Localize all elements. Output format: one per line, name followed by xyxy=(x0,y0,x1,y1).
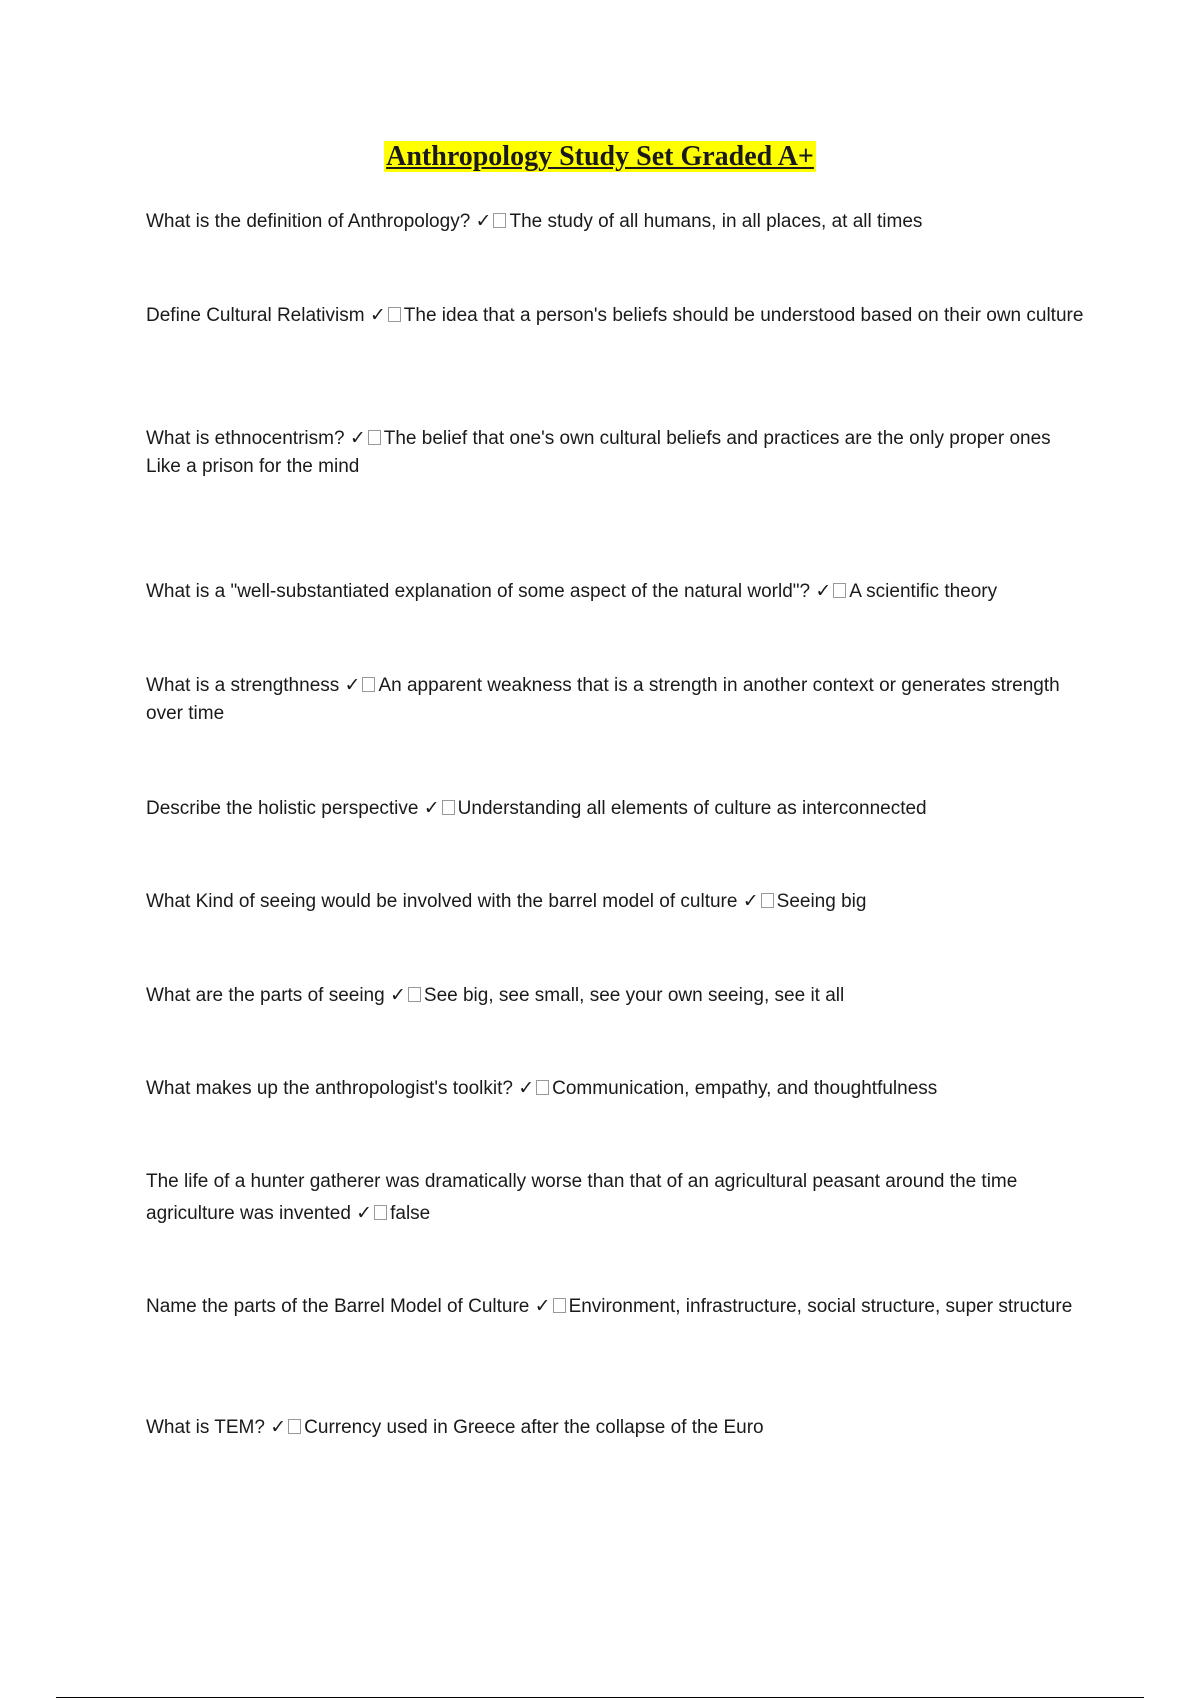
check-icon: ✓ xyxy=(369,305,386,326)
box-icon xyxy=(362,677,375,692)
box-icon xyxy=(374,1205,387,1220)
page-title-text: Anthropology Study Set Graded A+ xyxy=(386,141,814,172)
question: What makes up the anthropologist's toolkit? xyxy=(146,1078,513,1099)
qa-item-7 xyxy=(146,888,1086,916)
qa-item-3 xyxy=(146,425,1086,481)
check-icon: ✓ xyxy=(815,581,832,602)
question: What is ethnocentrism? xyxy=(146,428,345,449)
check-icon: ✓ xyxy=(423,798,440,819)
check-icon: ✓ xyxy=(534,1296,551,1317)
check-icon: ✓ xyxy=(742,891,759,912)
answer: Communication, empathy, and thoughtfulness xyxy=(552,1078,938,1099)
qa-item-10 xyxy=(146,1166,1086,1230)
answer-extra: Like a prison for the mind xyxy=(146,456,360,477)
answer: The study of all humans, in all places, at all times xyxy=(509,211,923,232)
qa-item-11 xyxy=(146,1293,1086,1321)
qa-item-5 xyxy=(146,672,1086,728)
box-icon xyxy=(553,1298,566,1313)
qa-item-9 xyxy=(146,1075,1086,1103)
qa-item-12 xyxy=(146,1414,1086,1442)
answer: See big, see small, see your own seeing, see it all xyxy=(423,985,845,1006)
question: Define Cultural Relativism xyxy=(146,305,365,326)
box-icon xyxy=(442,800,455,815)
answer: An apparent weakness that is a strength in another context or generates strength over time xyxy=(146,675,1060,724)
question: Describe the holistic perspective xyxy=(146,798,419,819)
check-icon: ✓ xyxy=(344,675,361,696)
box-icon xyxy=(833,583,846,598)
answer: Environment, infrastructure, social structure, super structure xyxy=(568,1296,1073,1317)
check-icon: ✓ xyxy=(349,428,366,449)
check-icon: ✓ xyxy=(475,211,492,232)
box-icon xyxy=(493,213,506,228)
answer: Seeing big xyxy=(776,891,867,912)
answer: The idea that a person's beliefs should be understood based on their own culture xyxy=(403,305,1084,326)
box-icon xyxy=(388,307,401,322)
check-icon: ✓ xyxy=(389,985,406,1006)
qa-item-1 xyxy=(146,208,1086,236)
qa-item-8 xyxy=(146,982,1086,1010)
check-icon: ✓ xyxy=(356,1203,373,1224)
box-icon xyxy=(536,1080,549,1095)
box-icon xyxy=(408,987,421,1002)
page-title xyxy=(0,140,1200,174)
question: What is the definition of Anthropology? xyxy=(146,211,471,232)
box-icon xyxy=(368,430,381,445)
footer-divider xyxy=(56,1697,1144,1698)
question: What is a strengthness xyxy=(146,675,340,696)
qa-item-2 xyxy=(146,302,1086,330)
qa-item-6 xyxy=(146,795,1086,823)
box-icon xyxy=(288,1419,301,1434)
question: What is TEM? xyxy=(146,1417,265,1438)
box-icon xyxy=(761,893,774,908)
check-icon: ✓ xyxy=(518,1078,535,1099)
answer: The belief that one's own cultural beliefs and practices are the only proper ones xyxy=(383,428,1051,449)
answer: Understanding all elements of culture as interconnected xyxy=(457,798,927,819)
question: The life of a hunter gatherer was dramatically worse than that of an agricultural peasant around the time agriculture was invented xyxy=(146,1171,1018,1224)
question: What are the parts of seeing xyxy=(146,985,385,1006)
answer: Currency used in Greece after the collapse of the Euro xyxy=(304,1417,764,1438)
question: Name the parts of the Barrel Model of Culture xyxy=(146,1296,530,1317)
question: What is a "well-substantiated explanation of some aspect of the natural world"? xyxy=(146,581,811,602)
check-icon: ✓ xyxy=(270,1417,287,1438)
question: What Kind of seeing would be involved with the barrel model of culture xyxy=(146,891,738,912)
qa-item-4 xyxy=(146,578,1086,606)
answer: A scientific theory xyxy=(849,581,998,602)
answer: false xyxy=(390,1203,431,1224)
